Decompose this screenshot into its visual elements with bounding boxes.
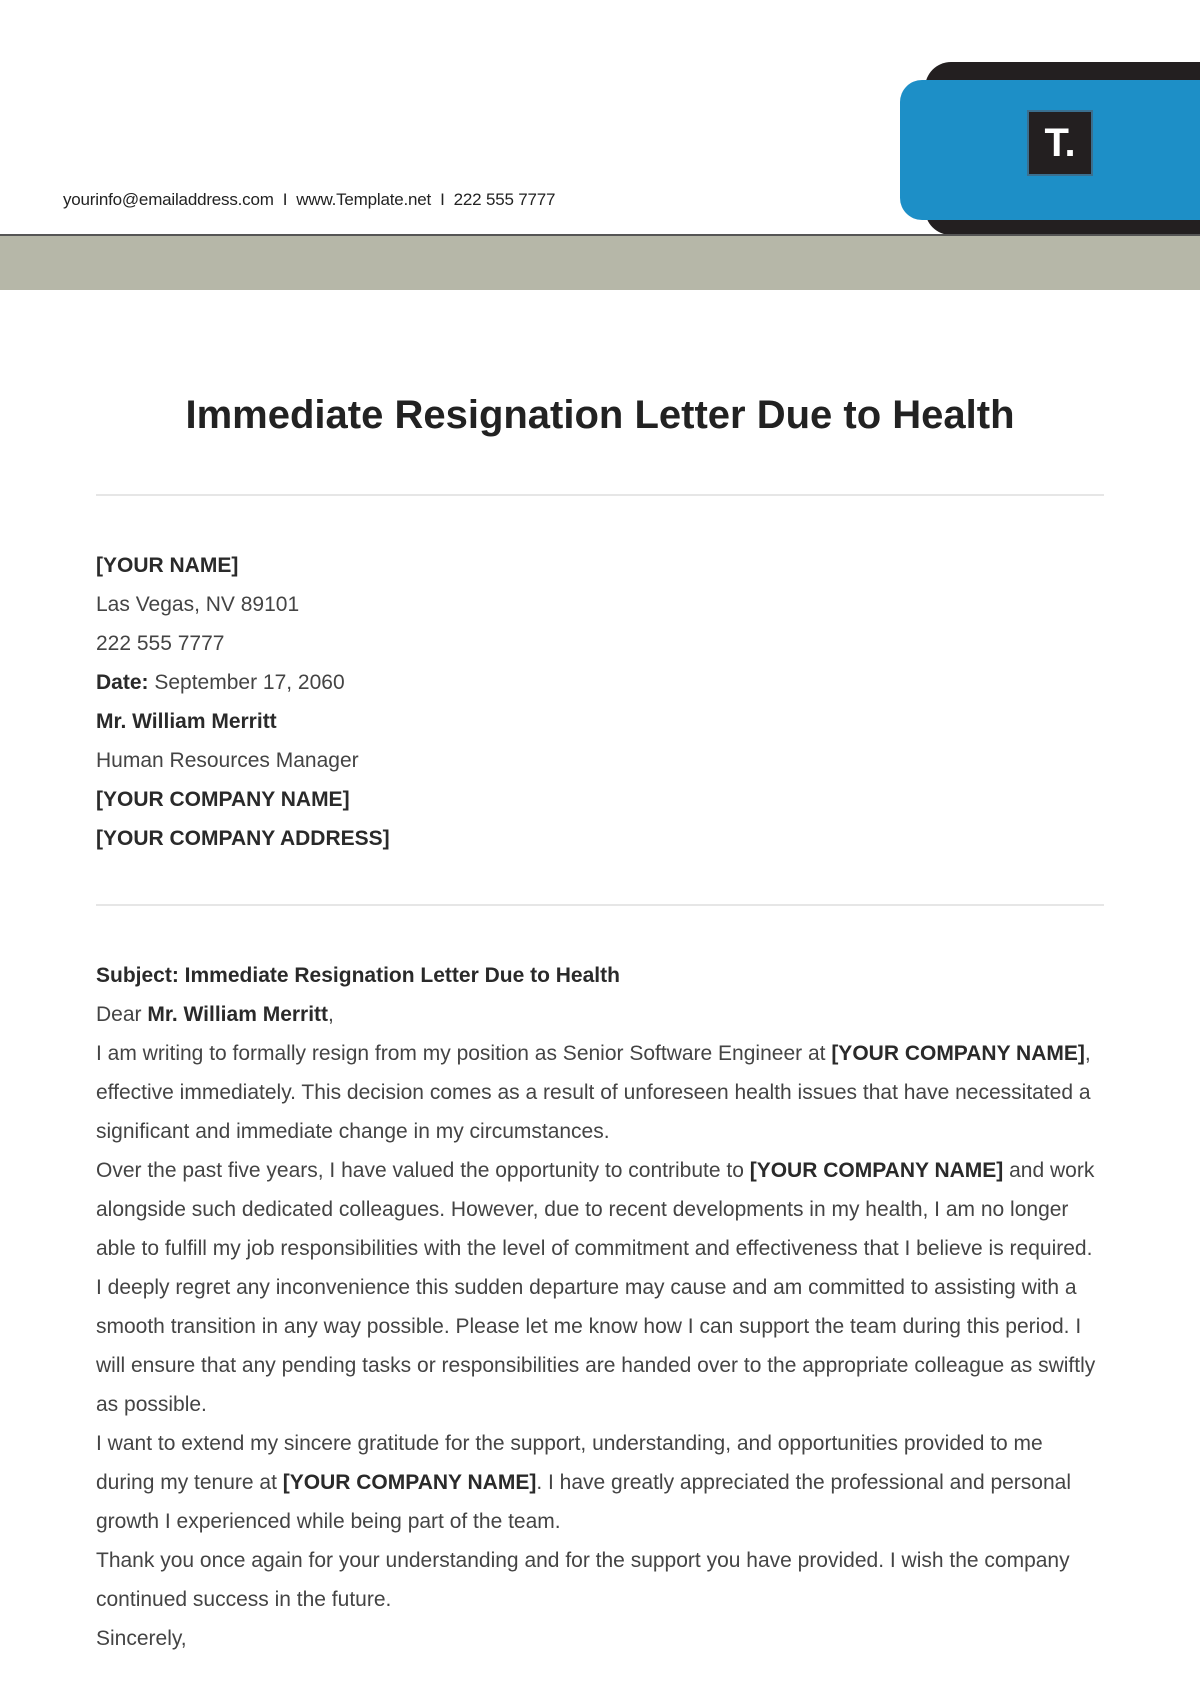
letter-body xyxy=(96,956,1106,1658)
paragraph-3: I deeply regret any inconvenience this sudden departure may cause and am committed to assisting with a smooth transition in any way possible. Please let me know how I can support the team during this period. I will ensure that any pending tasks or responsibilities are handed over to the appropriate colleague as swiftly as possible. xyxy=(96,1276,1096,1416)
sender-address: Las Vegas, NV 89101 xyxy=(96,593,300,616)
text: and work alongside such dedicated colleagues. However, due to recent developments in my health, I am no longer able to fulfill my job responsibilities with the level of commitment and effectiveness that I believe is required. xyxy=(96,1159,1095,1260)
text: I am writing to formally resign from my position as Senior Software Engineer at xyxy=(96,1042,832,1065)
company-address: [YOUR COMPANY ADDRESS] xyxy=(96,827,390,850)
sender-block xyxy=(96,546,1106,858)
greeting-text: Dear xyxy=(96,1003,148,1026)
contact-info: yourinfo@emailaddress.com I www.Template.net I 222 555 7777 xyxy=(63,190,556,209)
logo-text: T. xyxy=(1044,120,1076,165)
closing: Sincerely, xyxy=(96,1627,187,1650)
paragraph-4 xyxy=(96,1424,1106,1541)
logo xyxy=(1029,112,1091,174)
date-value: September 17, 2060 xyxy=(148,671,345,694)
company-placeholder: [YOUR COMPANY NAME] xyxy=(282,1471,537,1494)
recipient-name: Mr. William Merritt xyxy=(96,710,277,733)
divider xyxy=(96,494,1104,496)
recipient-title: Human Resources Manager xyxy=(96,749,359,772)
text: I want to extend my sincere gratitude for the support, understanding, and opportunities provided to me during my tenure at xyxy=(96,1432,1043,1494)
greeting-name: Mr. William Merritt xyxy=(147,1003,329,1026)
company-placeholder: [YOUR COMPANY NAME] xyxy=(831,1042,1085,1065)
header-band xyxy=(0,236,1200,290)
text: , effective immediately. This decision comes as a result of unforeseen health issues that have necessitated a significant and immediate change in my circumstances. xyxy=(96,1042,1091,1143)
text: Over the past five years, I have valued the opportunity to contribute to xyxy=(96,1159,750,1182)
page-title: Immediate Resignation Letter Due to Health xyxy=(185,393,1015,437)
sender-phone: 222 555 7777 xyxy=(96,632,225,655)
company-name: [YOUR COMPANY NAME] xyxy=(96,788,350,811)
company-placeholder: [YOUR COMPANY NAME] xyxy=(749,1159,1004,1182)
divider xyxy=(96,904,1104,906)
greeting xyxy=(96,995,1106,1034)
paragraph-1 xyxy=(96,1034,1106,1151)
subject: Subject: Immediate Resignation Letter Due to Health xyxy=(96,964,620,987)
date-label: Date: xyxy=(96,671,149,694)
sender-name: [YOUR NAME] xyxy=(96,554,239,577)
greeting-punct: , xyxy=(328,1003,334,1026)
text: . I have greatly appreciated the professional and personal growth I experienced while being part of the team. xyxy=(96,1471,1072,1533)
paragraph-2 xyxy=(96,1151,1106,1268)
paragraph-5: Thank you once again for your understanding and for the support you have provided. I wish the company continued success in the future. xyxy=(96,1549,1070,1611)
